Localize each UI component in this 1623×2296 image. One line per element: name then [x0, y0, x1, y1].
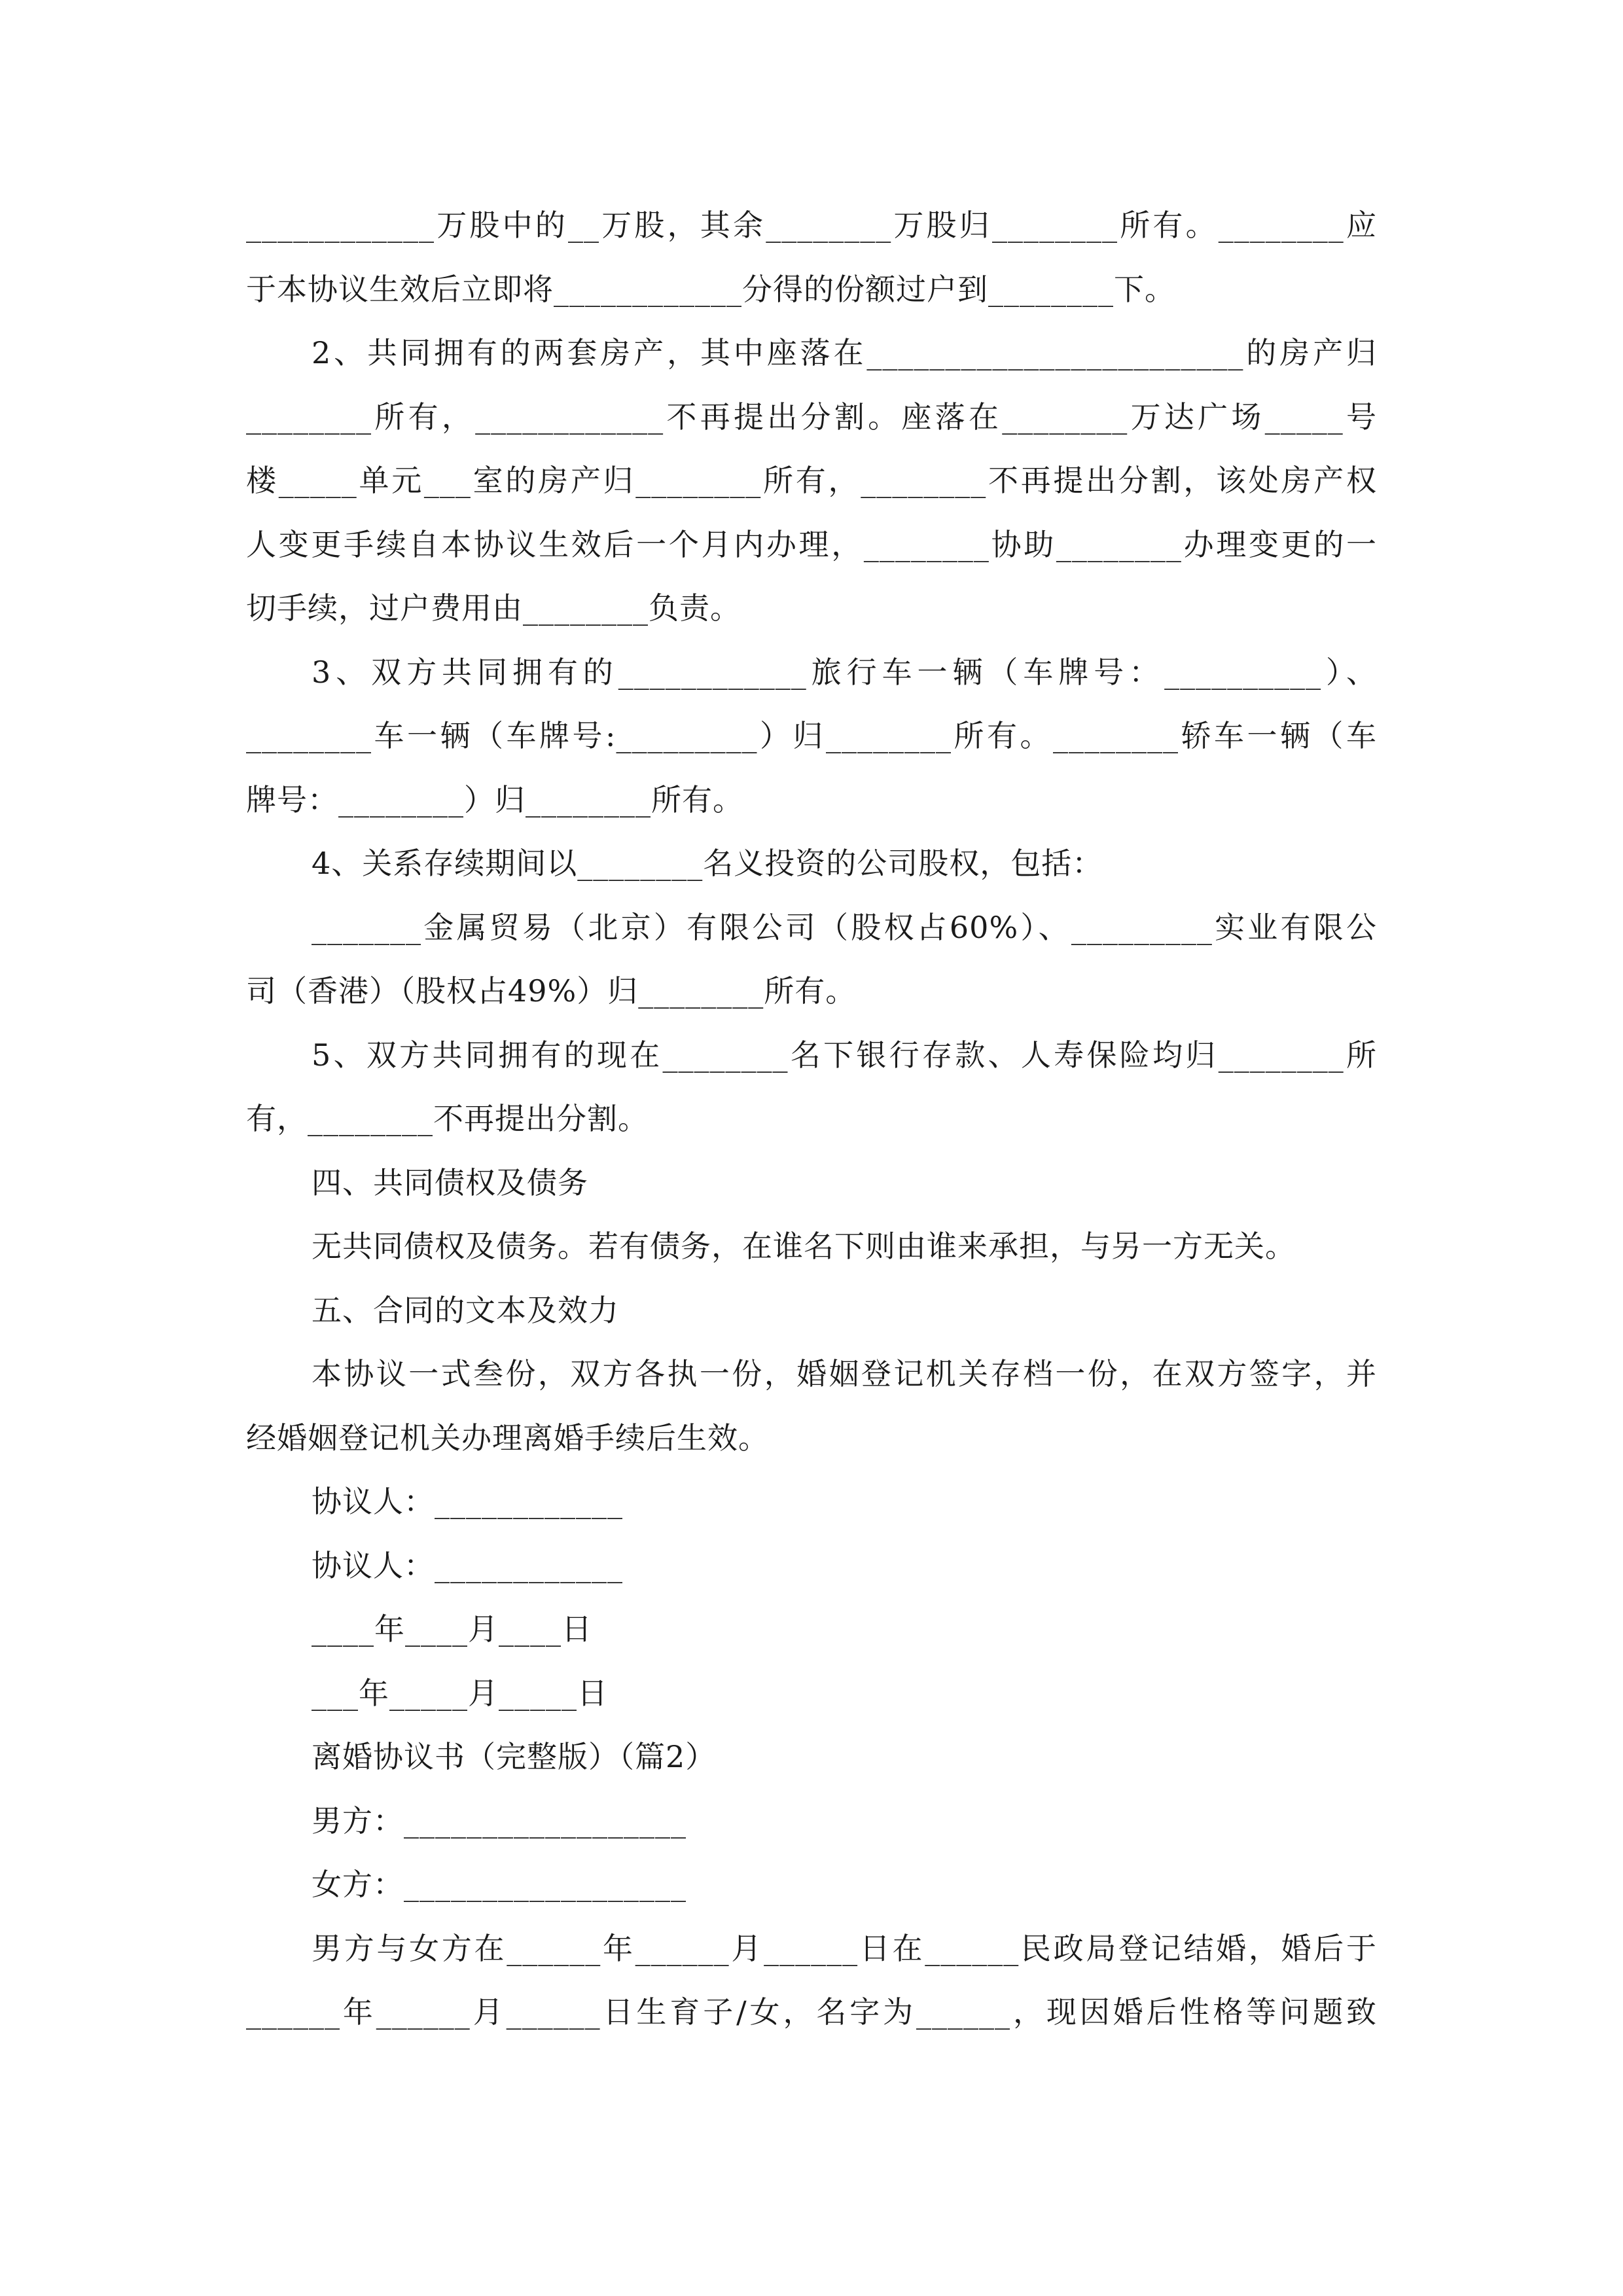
- text-line: 人变更手续自本协议生效后一个月内办理，________协助________办理变更的一: [246, 526, 1377, 562]
- text-line: ____________万股中的__万股，其余________万股归________所有。________应: [246, 207, 1377, 243]
- text-line: 5、双方共同拥有的现在________名下银行存款、人寿保险均归________所: [312, 1037, 1377, 1073]
- document-body: [246, 194, 1377, 2045]
- text-line: 牌号：________）归________所有。: [246, 781, 743, 817]
- document-title: 离婚协议书（完整版）（篇2）: [312, 1739, 717, 1774]
- text-line: 男方与女方在______年______月______日在______民政局登记结婚，婚后于: [312, 1930, 1377, 1966]
- party-line: 男方：__________________: [312, 1803, 687, 1839]
- text-line: 经婚姻登记机关办理离婚手续后生效。: [246, 1420, 769, 1456]
- text-line: 无共同债权及债务。若有债务，在谁名下则由谁来承担，与另一方无关。: [312, 1229, 1296, 1264]
- text-line: 有，________不再提出分割。: [246, 1101, 649, 1136]
- text-line: 司（香港）（股权占49%）归________所有。: [246, 973, 857, 1009]
- text-line: ______年______月______日生育子/女，名字为______，现因婚后性格等问题致: [246, 1994, 1377, 2030]
- date-line: ___年_____月_____日: [312, 1675, 608, 1711]
- section-heading: 四、共同债权及债务: [312, 1164, 588, 1200]
- section-heading: 五、合同的文本及效力: [312, 1292, 619, 1328]
- text-line: 本协议一式叁份，双方各执一份，婚姻登记机关存档一份，在双方签字，并: [312, 1356, 1377, 1391]
- text-line: 2、共同拥有的两套房产，其中座落在________________________的房产归: [312, 335, 1377, 370]
- date-line: ____年____月____日: [312, 1611, 592, 1647]
- text-line: _______金属贸易（北京）有限公司（股权占60%）、_________实业有限公: [312, 909, 1377, 945]
- text-line: 楼_____单元___室的房产归________所有，________不再提出分割，该处房产权: [246, 463, 1377, 498]
- text-line: ________所有，____________不再提出分割。座落在________万达广场_____号: [246, 399, 1377, 435]
- text-line: 于本协议生效后立即将____________分得的份额过户到________下。: [246, 271, 1175, 307]
- text-line: 4、关系存续期间以________名义投资的公司股权，包括：: [312, 846, 1103, 881]
- party-line: 女方：__________________: [312, 1867, 687, 1902]
- text-line: 3、双方共同拥有的____________旅行车一辆（车牌号：__________）、: [312, 654, 1377, 690]
- signature-line: 协议人：____________: [312, 1547, 623, 1583]
- text-line: ________车一辆（车牌号:_________）归________所有。________轿车一辆（车: [246, 718, 1377, 753]
- signature-line: 协议人：____________: [312, 1484, 623, 1519]
- text-line: 切手续，过户费用由________负责。: [246, 590, 741, 626]
